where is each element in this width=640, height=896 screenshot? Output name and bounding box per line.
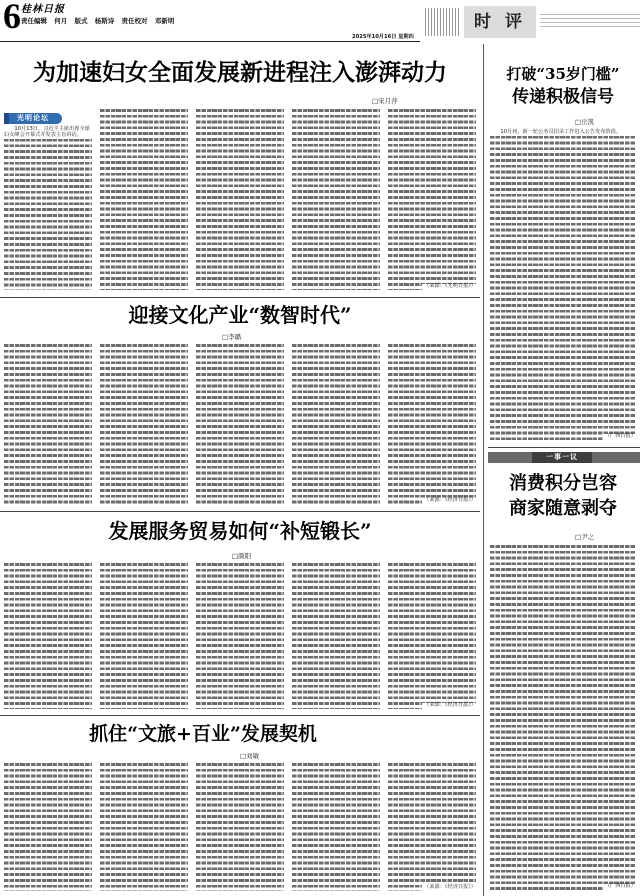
article-divider	[0, 297, 480, 298]
article-3-column-3	[196, 563, 284, 709]
column-tag-yishiyiyi: 一事一议	[532, 452, 592, 463]
article-4-column-3	[196, 763, 284, 891]
sidebar-top-source: （广西日报）	[604, 433, 636, 440]
sidebar-top-byline: □岳凯	[575, 118, 595, 126]
article-1-lead: 10月13日，习近平主席出席全球妇女峰会开幕式并发表主旨讲话。	[4, 127, 92, 139]
article-3-headline: 发展服务贸易如何“补短锻长”	[108, 519, 372, 543]
article-1-column-4	[292, 109, 380, 290]
article-1-column-2	[100, 109, 188, 290]
sidebar-top-headline-line-1: 打破“35岁门槛”	[506, 65, 620, 83]
staff-credits: 责任编辑 何月 版式 杨斯诗 责任校对 邓新明	[21, 17, 175, 25]
article-4-source: （来源：《经济日报》）	[424, 884, 476, 891]
article-2-headline: 迎接文化产业“数智时代”	[128, 303, 352, 327]
section-line-decoration	[540, 14, 640, 30]
article-divider	[0, 715, 480, 716]
sidebar-top-body	[490, 130, 636, 440]
article-4-headline: 抓住“文旅+百业”发展契机	[89, 723, 317, 745]
column-tag-bar	[488, 452, 640, 463]
article-2-column-2	[100, 344, 188, 504]
column-tag-guangming: 光明论坛	[4, 113, 62, 124]
paper-logo: 桂林日报	[21, 4, 65, 15]
section-title: 时 评	[464, 6, 536, 38]
article-1-byline: □宋月萍	[372, 97, 398, 105]
article-2-column-5	[388, 344, 476, 504]
article-2-column-1	[4, 344, 92, 504]
article-1-source: （来源：《光明日报》）	[424, 283, 476, 290]
article-4-byline: □刘敏	[240, 752, 260, 760]
article-1-column-1	[4, 127, 92, 290]
article-3-column-2	[100, 563, 188, 709]
sidebar-bottom-body	[490, 545, 636, 890]
article-3-source: （来源：《经济日报》）	[424, 702, 476, 709]
sidebar-top-lead: 10月初，新一轮公务员招录工作进入公告发布阶段。	[490, 130, 636, 136]
article-2-byline: □李璐	[222, 333, 242, 341]
article-3-column-5	[388, 563, 476, 709]
masthead-rule	[0, 41, 420, 42]
column-divider	[483, 44, 484, 896]
article-2-column-3	[196, 344, 284, 504]
article-3-column-4	[292, 563, 380, 709]
article-4-column-1	[4, 763, 92, 891]
article-divider	[0, 511, 480, 512]
article-4-column-5	[388, 763, 476, 891]
article-1-column-3	[196, 109, 284, 290]
sidebar-bottom-byline: □尹之	[575, 533, 595, 541]
sidebar-bottom-headline-line-2: 商家随意剥夺	[509, 498, 617, 519]
article-4-column-2	[100, 763, 188, 891]
sidebar-divider	[488, 447, 640, 448]
issue-date: 2025年10月16日 星期四	[352, 34, 414, 40]
sidebar-top-headline-line-2: 传递积极信号	[512, 87, 614, 107]
sidebar-bottom-source: （广西日报）	[604, 883, 636, 890]
article-2-source: （来源：《经济日报》）	[424, 497, 476, 504]
article-3-byline: □颜阳	[232, 552, 252, 560]
sidebar-bottom-headline-line-1: 消费积分岂容	[509, 473, 617, 494]
article-1-column-5	[388, 109, 476, 290]
article-1-headline: 为加速妇女全面发展新进程注入澎湃动力	[33, 59, 447, 86]
article-3-column-1	[4, 563, 92, 709]
article-2-column-4	[292, 344, 380, 504]
page-number: 6	[3, 0, 21, 36]
section-header	[420, 0, 640, 42]
article-4-column-4	[292, 763, 380, 891]
section-hatch-decoration	[425, 8, 461, 36]
